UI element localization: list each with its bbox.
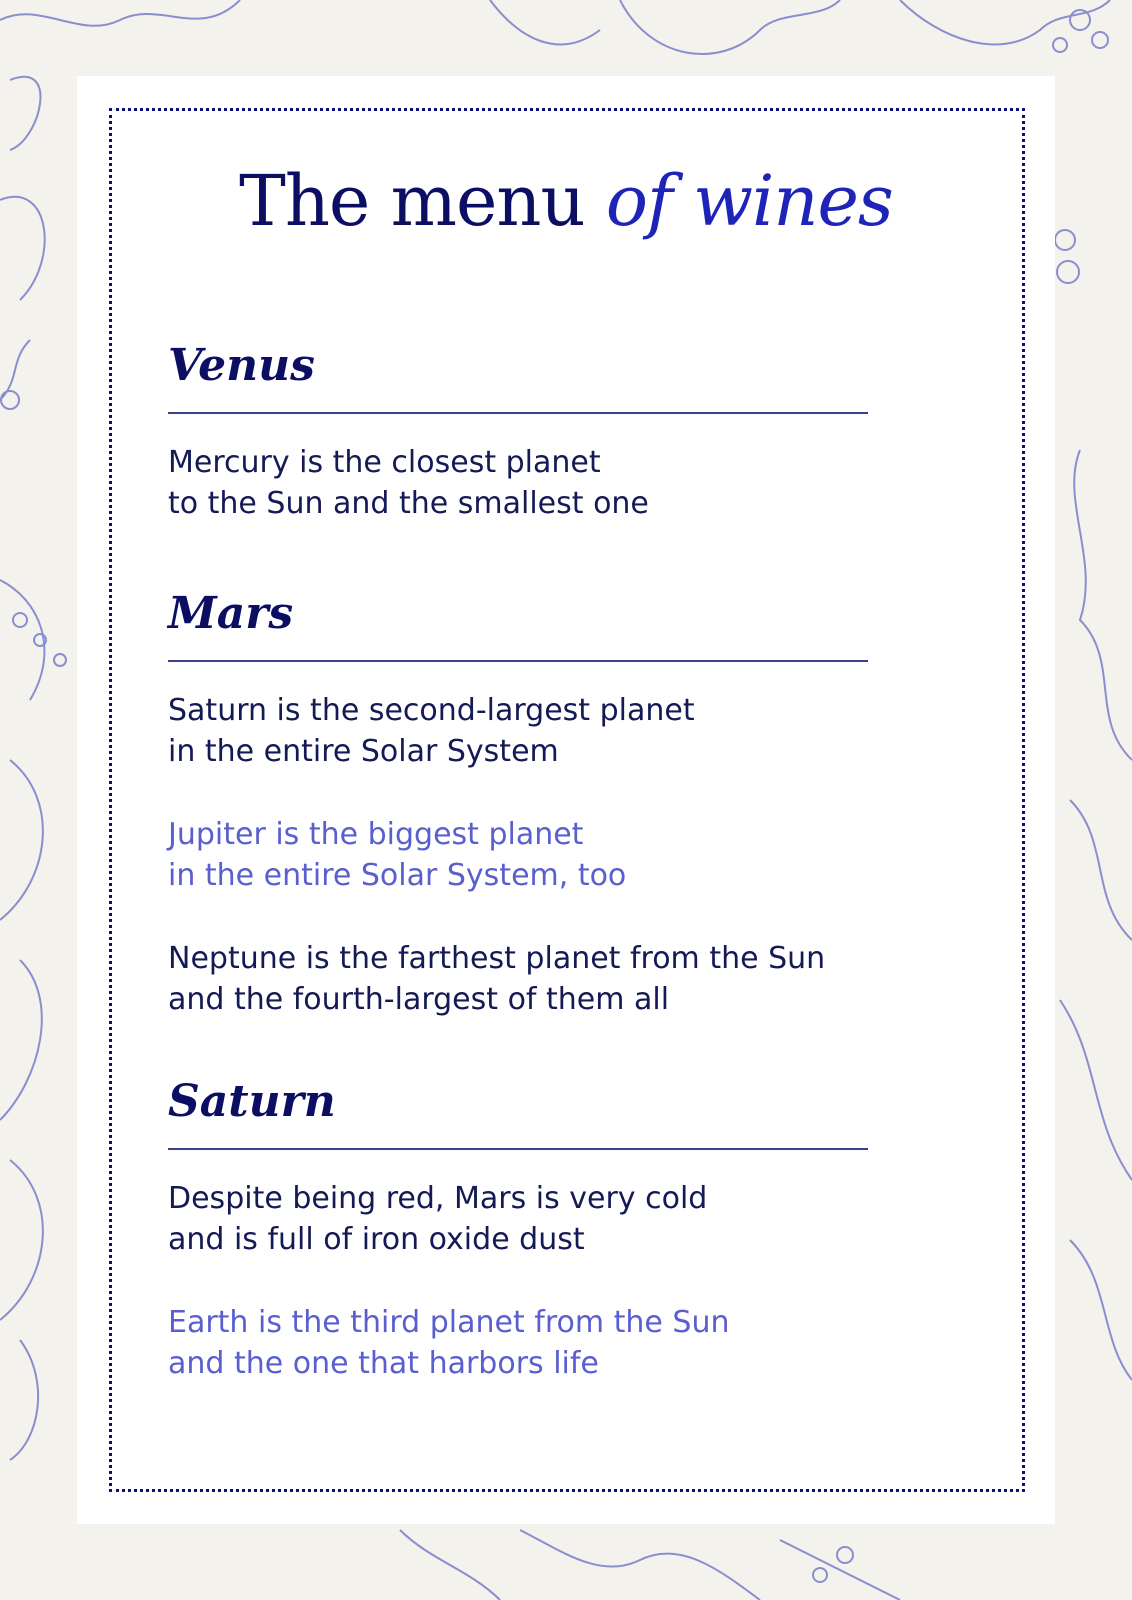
menu-item: [168, 690, 868, 772]
menu-item-line: and is full of iron oxide dust: [168, 1222, 585, 1257]
menu-item: [168, 1178, 868, 1260]
section-divider: [168, 412, 868, 414]
section-title: Venus: [168, 340, 315, 391]
menu-item-line: Saturn is the second-largest planet: [168, 693, 695, 728]
page-title: [77, 160, 1055, 242]
menu-section-saturn: [168, 1066, 868, 1426]
section-divider: [168, 1148, 868, 1150]
menu-section-mars: [168, 578, 868, 1062]
menu-item-line: in the entire Solar System: [168, 734, 559, 769]
section-title: Saturn: [168, 1076, 336, 1127]
section-title: Mars: [168, 588, 294, 639]
menu-card: [77, 76, 1055, 1524]
menu-item-line: Mercury is the closest planet: [168, 445, 601, 480]
menu-item-line: Earth is the third planet from the Sun: [168, 1305, 730, 1340]
menu-item-line: Despite being red, Mars is very cold: [168, 1181, 708, 1216]
menu-item-line: in the entire Solar System, too: [168, 858, 627, 893]
menu-item-line: to the Sun and the smallest one: [168, 486, 649, 521]
menu-item: [168, 1302, 868, 1384]
menu-item-line: Neptune is the farthest planet from the Sun: [168, 941, 826, 976]
title-accent: of wines: [605, 160, 893, 242]
menu-item-line: and the fourth-largest of them all: [168, 982, 670, 1017]
menu-item-line: and the one that harbors life: [168, 1346, 599, 1381]
menu-item: [168, 814, 868, 896]
section-divider: [168, 660, 868, 662]
menu-item-line: Jupiter is the biggest planet: [168, 817, 584, 852]
menu-item: [168, 442, 868, 524]
menu-item: [168, 938, 868, 1020]
menu-section-venus: [168, 330, 868, 566]
title-main: The menu: [239, 160, 585, 242]
